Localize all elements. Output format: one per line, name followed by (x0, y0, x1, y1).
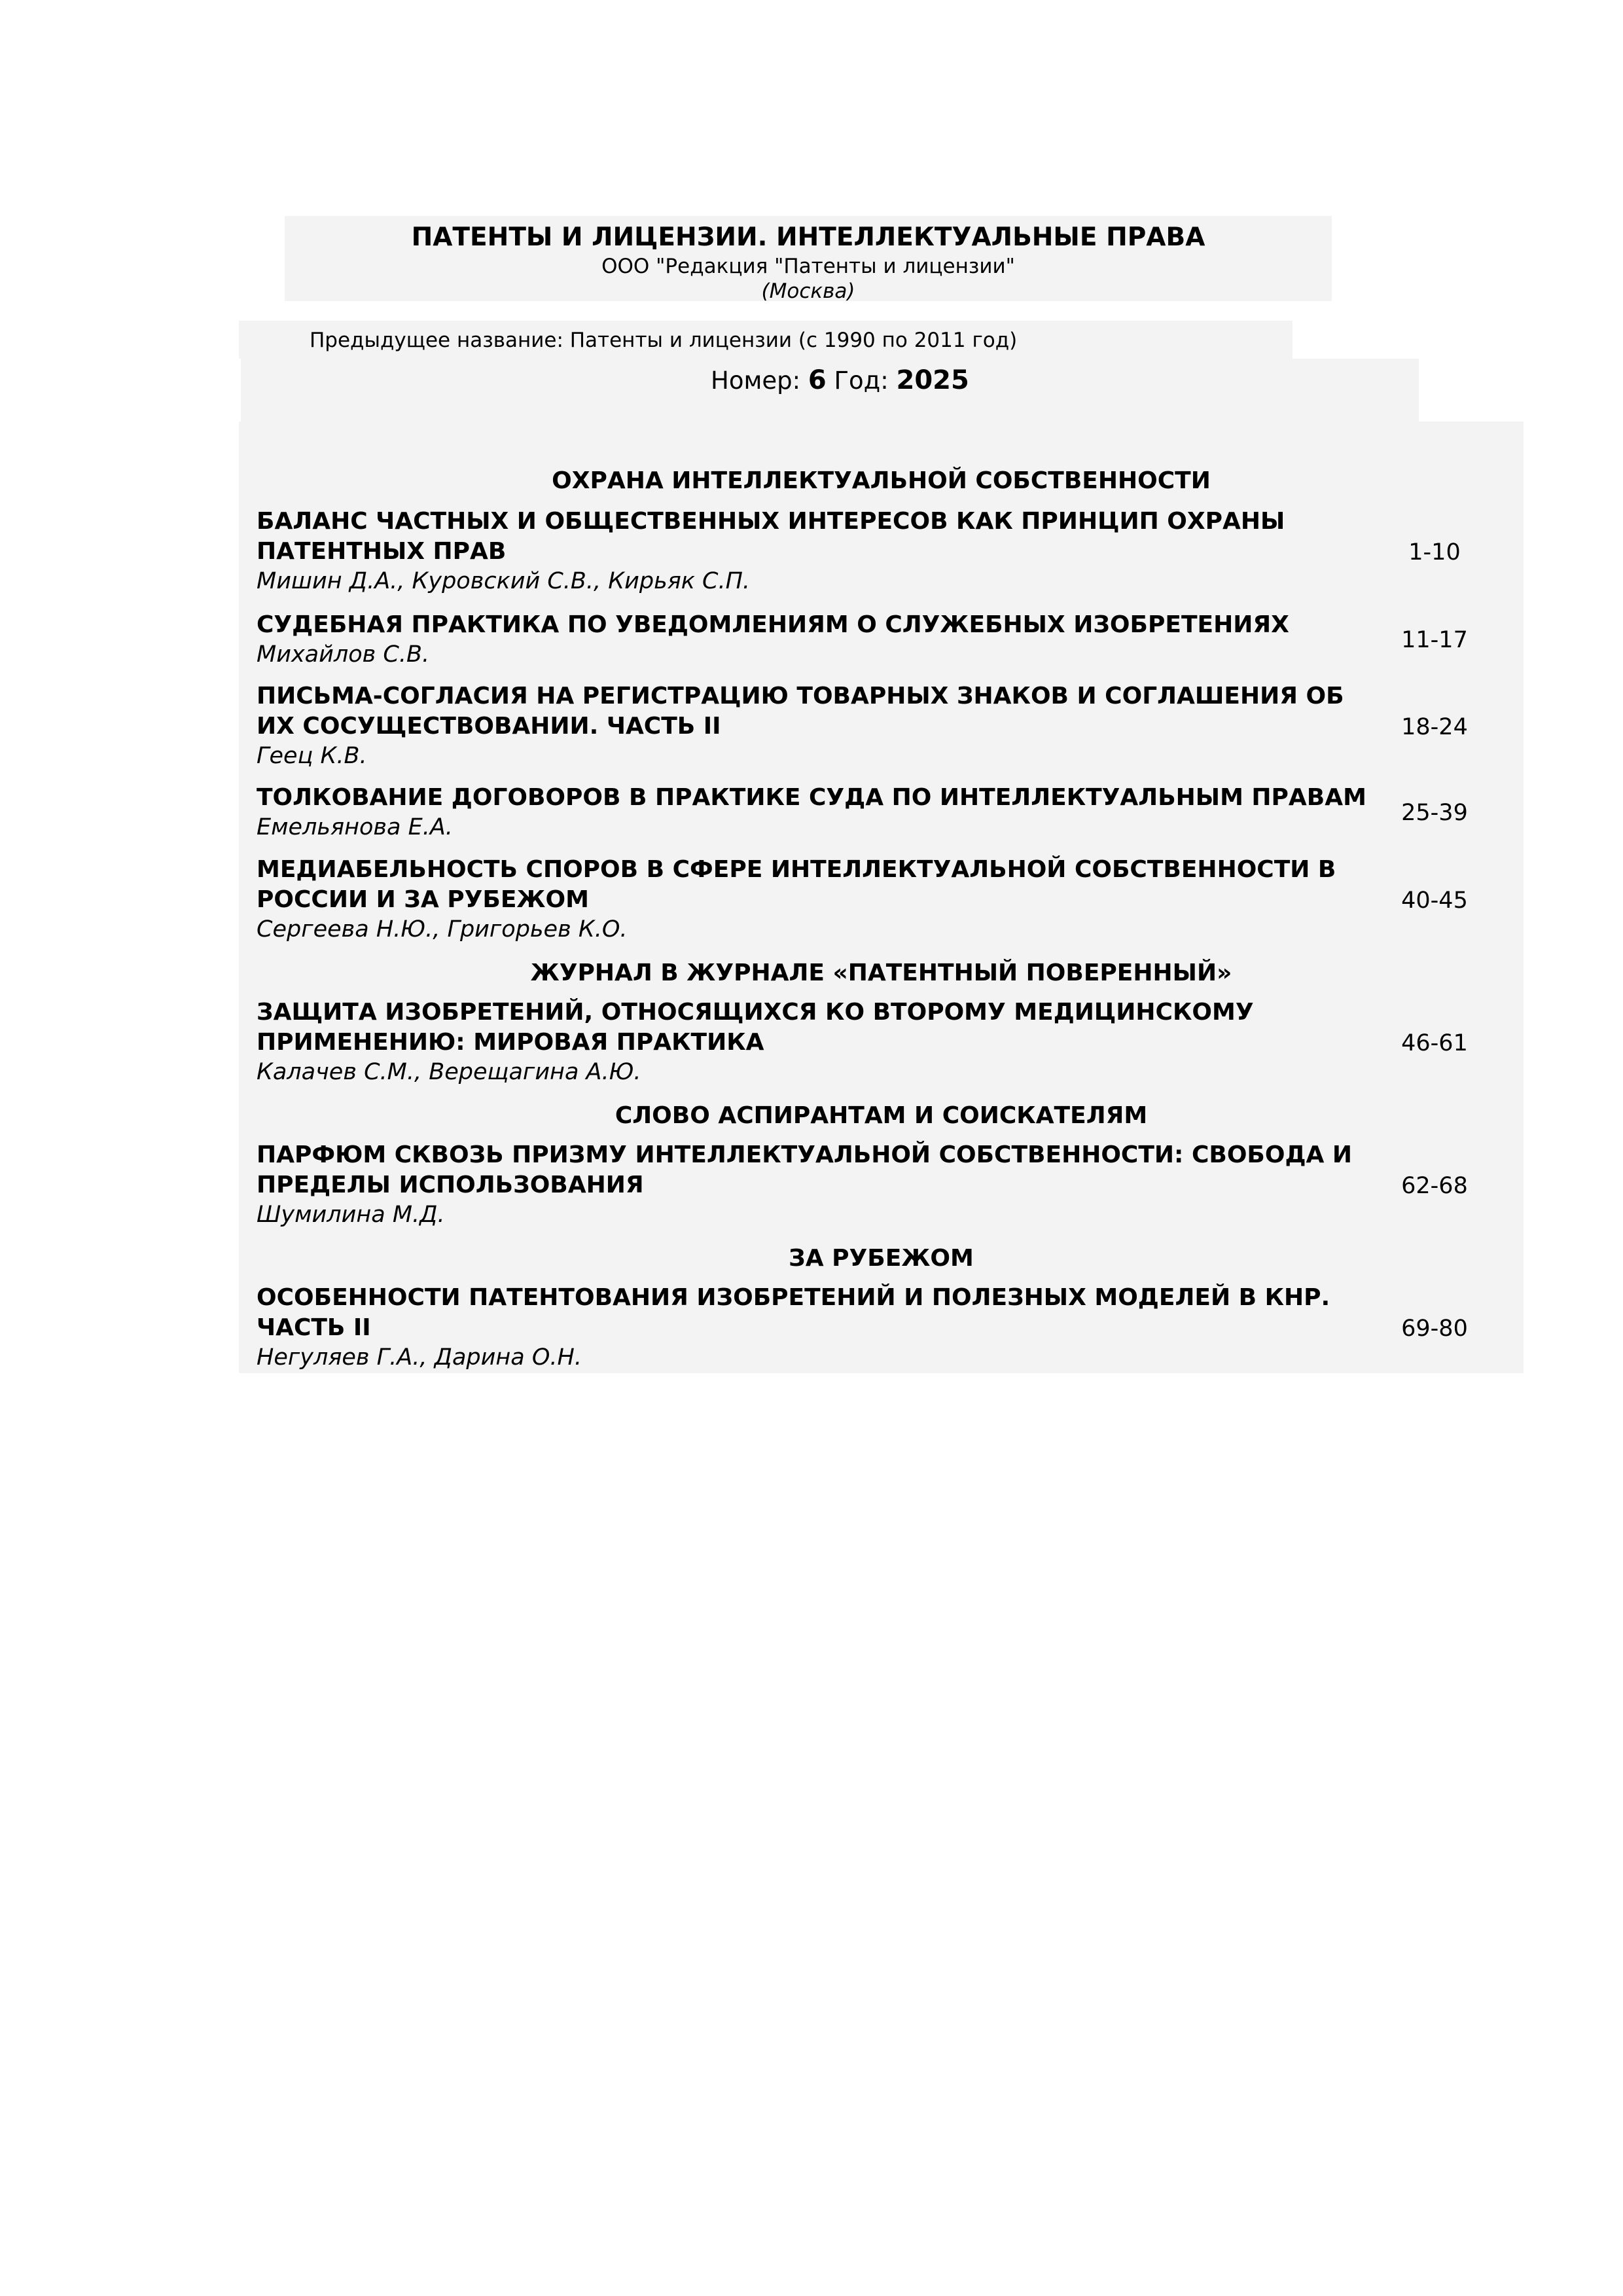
article-pages: 46-61 (1401, 1030, 1468, 1056)
article-title[interactable]: ПАРФЮМ СКВОЗЬ ПРИЗМУ ИНТЕЛЛЕКТУАЛЬНОЙ СОБСТВЕННОСТИ: СВОБОДА И ПРЕДЕЛЫ ИСПОЛЬЗОВАНИЯ (257, 1141, 1353, 1198)
article-entry (257, 610, 1520, 669)
article-entry (257, 855, 1520, 944)
article-pages: 69-80 (1401, 1316, 1468, 1342)
issue-number-label: Номер: (711, 367, 801, 395)
issue-line (711, 364, 969, 397)
article-entry (257, 681, 1520, 770)
article-pages: 40-45 (1401, 888, 1468, 914)
publisher-city: (Москва) (761, 279, 855, 303)
article-authors: Михайлов С.В. (257, 641, 430, 668)
table-of-contents (239, 422, 1524, 1373)
article-entry (257, 507, 1520, 596)
article-entry (257, 783, 1520, 842)
section-title: ЗА РУБЕЖОМ (789, 1245, 974, 1272)
article-title[interactable]: МЕДИАБЕЛЬНОСТЬ СПОРОВ В СФЕРЕ ИНТЕЛЛЕКТУАЛЬНОЙ СОБСТВЕННОСТИ В РОССИИ И ЗА РУБЕЖОМ (257, 856, 1336, 913)
article-authors: Геец К.В. (257, 743, 367, 769)
section-title: ОХРАНА ИНТЕЛЛЕКТУАЛЬНОЙ СОБСТВЕННОСТИ (552, 467, 1211, 494)
journal-title: ПАТЕНТЫ И ЛИЦЕНЗИИ. ИНТЕЛЛЕКТУАЛЬНЫЕ ПРАВА (411, 223, 1205, 252)
section-title: ЖУРНАЛ В ЖУРНАЛЕ «ПАТЕНТНЫЙ ПОВЕРЕННЫЙ» (530, 960, 1232, 986)
article-title[interactable]: СУДЕБНАЯ ПРАКТИКА ПО УВЕДОМЛЕНИЯМ О СЛУЖЕБНЫХ ИЗОБРЕТЕНИЯХ (257, 611, 1289, 638)
article-entry (257, 997, 1520, 1086)
article-title[interactable]: ЗАЩИТА ИЗОБРЕТЕНИЙ, ОТНОСЯЩИХСЯ КО ВТОРОМУ МЕДИЦИНСКОМУ ПРИМЕНЕНИЮ: МИРОВАЯ ПРАКТИКА (257, 999, 1254, 1056)
journal-header (285, 216, 1332, 301)
article-title[interactable]: БАЛАНС ЧАСТНЫХ И ОБЩЕСТВЕННЫХ ИНТЕРЕСОВ КАК ПРИНЦИП ОХРАНЫ ПАТЕНТНЫХ ПРАВ (257, 508, 1285, 565)
article-title[interactable]: ТОЛКОВАНИЕ ДОГОВОРОВ В ПРАКТИКЕ СУДА ПО ИНТЕЛЛЕКТУАЛЬНЫМ ПРАВАМ (257, 784, 1366, 811)
article-title[interactable]: ОСОБЕННОСТИ ПАТЕНТОВАНИЯ ИЗОБРЕТЕНИЙ И ПОЛЕЗНЫХ МОДЕЛЕЙ В КНР. ЧАСТЬ II (257, 1284, 1330, 1341)
article-pages: 25-39 (1401, 800, 1468, 826)
article-authors: Негуляев Г.А., Дарина О.Н. (257, 1344, 582, 1371)
issue-number: 6 (808, 365, 827, 395)
article-pages: 1-10 (1408, 539, 1461, 565)
article-authors: Сергеева Н.Ю., Григорьев К.О. (257, 916, 628, 942)
article-entry (257, 1140, 1520, 1229)
previous-name: Предыдущее название: Патенты и лицензии (с 1990 по 2011 год) (310, 329, 1018, 352)
article-pages: 62-68 (1401, 1173, 1468, 1199)
article-title[interactable]: ПИСЬМА-СОГЛАСИЯ НА РЕГИСТРАЦИЮ ТОВАРНЫХ ЗНАКОВ И СОГЛАШЕНИЯ ОБ ИХ СОСУЩЕСТВОВАНИИ. ЧАСТЬ II (257, 683, 1344, 740)
issue-year-label: Год: (834, 367, 889, 395)
issue-box (241, 359, 1419, 422)
previous-name-box (239, 321, 1293, 359)
article-pages: 18-24 (1401, 714, 1468, 740)
article-authors: Емельянова Е.А. (257, 814, 453, 840)
article-entry (257, 1283, 1520, 1372)
article-authors: Шумилина М.Д. (257, 1202, 445, 1228)
issue-year: 2025 (896, 365, 969, 395)
article-authors: Мишин Д.А., Куровский С.В., Кирьяк С.П. (257, 568, 751, 594)
article-pages: 11-17 (1401, 627, 1468, 653)
article-authors: Калачев С.М., Верещагина А.Ю. (257, 1059, 641, 1085)
publisher-name: ООО "Редакция "Патенты и лицензии" (601, 255, 1015, 278)
section-title: СЛОВО АСПИРАНТАМ И СОИСКАТЕЛЯМ (615, 1102, 1148, 1129)
